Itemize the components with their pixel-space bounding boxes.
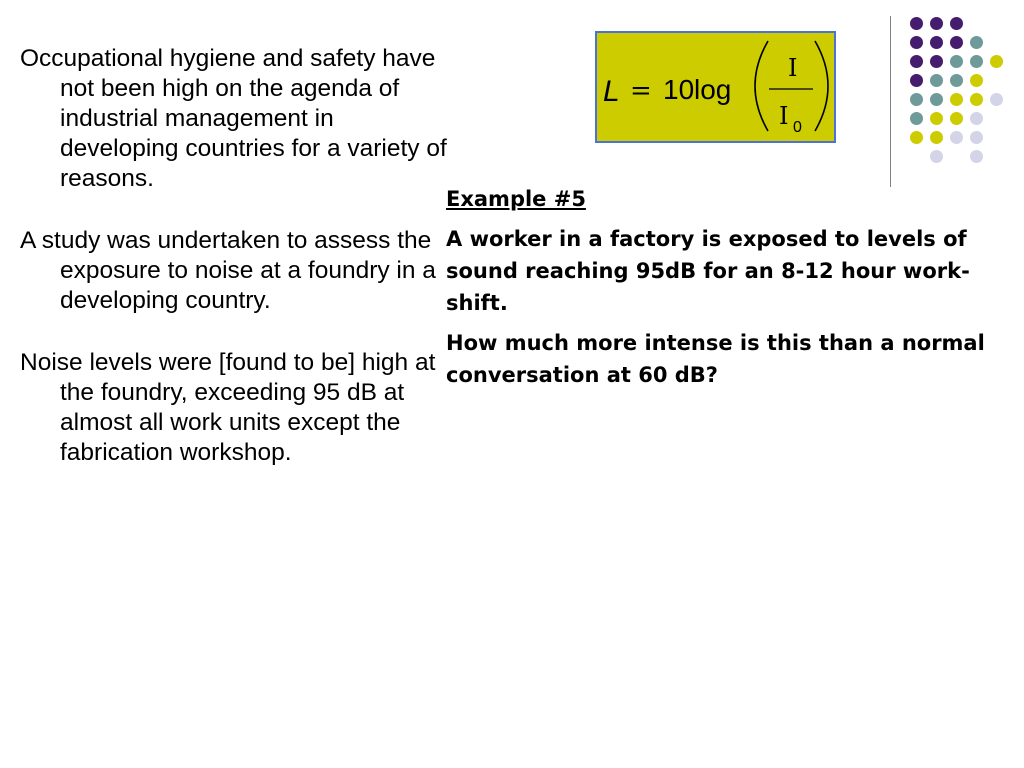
example-problem: A worker in a factory is exposed to levels of sound reaching 95dB for an 8-12 hour work-shift.: [446, 227, 970, 315]
dot-purple: [950, 17, 963, 30]
dot-lavender: [970, 112, 983, 125]
example-question: How much more intense is this than a normal conversation at 60 dB?: [446, 331, 985, 387]
dot-olive: [990, 55, 1003, 68]
dot-purple: [930, 17, 943, 30]
formula-denominator: I: [779, 102, 789, 130]
dot-olive: [930, 112, 943, 125]
dot-teal: [970, 55, 983, 68]
dot-teal: [970, 36, 983, 49]
dot-teal: [950, 55, 963, 68]
dot-purple: [930, 36, 943, 49]
formula-coefficient: 10: [663, 74, 695, 105]
dot-teal: [930, 74, 943, 87]
paragraph-occupational-hygiene: Occupational hygiene and safety have not been high on the agenda of industrial management in developing countries for a variety of reasons.: [20, 45, 447, 192]
dot-lavender: [930, 150, 943, 163]
dot-lavender: [950, 131, 963, 144]
left-parenthesis: [755, 41, 768, 131]
dot-lavender: [970, 131, 983, 144]
formula-equals: =: [630, 76, 652, 106]
formula-lhs: L: [603, 75, 620, 108]
dot-teal: [910, 93, 923, 106]
dot-purple: [910, 55, 923, 68]
dot-olive: [950, 93, 963, 106]
dot-purple: [910, 74, 923, 87]
dot-olive: [910, 131, 923, 144]
vertical-divider: [890, 16, 891, 187]
dot-teal: [930, 93, 943, 106]
dot-purple: [950, 36, 963, 49]
formula-box: [595, 31, 836, 143]
right-parenthesis: [815, 41, 828, 131]
dot-purple: [910, 17, 923, 30]
dot-teal: [910, 112, 923, 125]
paragraph-study: A study was undertaken to assess the exposure to noise at a foundry in a developing country.: [20, 227, 436, 314]
dot-lavender: [990, 93, 1003, 106]
dot-purple: [910, 36, 923, 49]
dot-olive: [930, 131, 943, 144]
dot-olive: [970, 93, 983, 106]
dot-purple: [930, 55, 943, 68]
example-column: [446, 183, 1018, 399]
dot-olive: [950, 112, 963, 125]
formula-graphic: [597, 33, 834, 141]
example-title: Example #5: [446, 187, 586, 211]
formula-numerator: I: [788, 54, 798, 82]
paragraph-noise-levels: Noise levels were [found to be] high at the foundry, exceeding 95 dB at almost all work units except the fabrication workshop.: [20, 349, 436, 466]
dot-teal: [950, 74, 963, 87]
dot-olive: [970, 74, 983, 87]
formula-log: log: [694, 74, 732, 105]
dot-lavender: [970, 150, 983, 163]
left-text-column: [20, 44, 452, 500]
formula-subscript: 0: [793, 119, 802, 136]
